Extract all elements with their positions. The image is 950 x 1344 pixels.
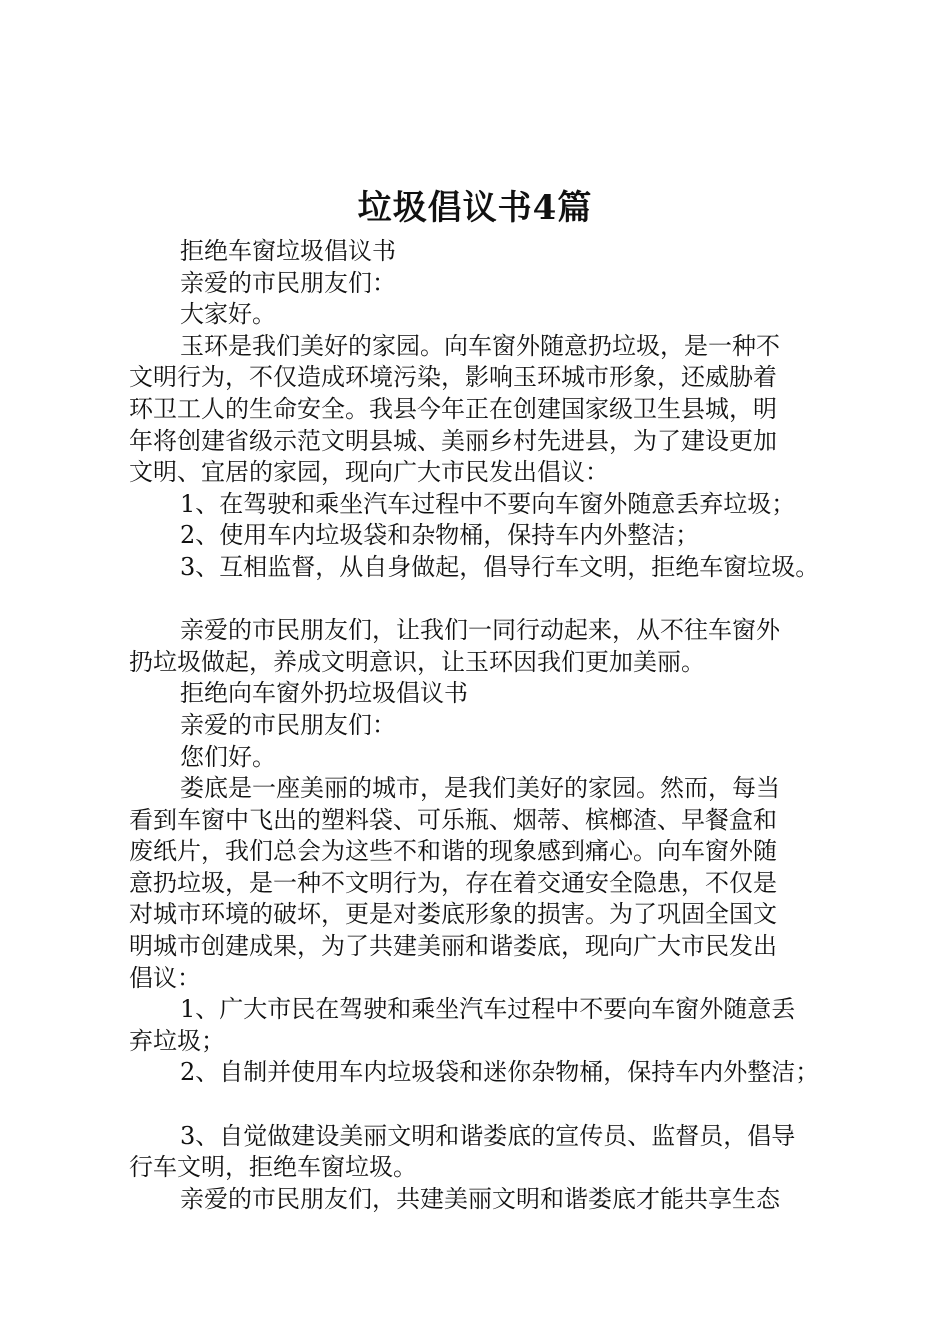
- text-line: 意扔垃圾，是一种不文明行为，存在着交通安全隐患，不仅是: [129, 868, 777, 897]
- blank-line: [129, 584, 849, 616]
- text-line: 3、互相监督，从自身做起，倡导行车文明，拒绝车窗垃圾。: [180, 552, 820, 581]
- blank-line: [129, 1089, 849, 1121]
- text-line: 年将创建省级示范文明县城、美丽乡村先进县，为了建设更加: [129, 426, 777, 455]
- text-line: 对城市环境的破坏，更是对娄底形象的损害。为了巩固全国文: [129, 900, 777, 929]
- text-line: 1、广大市民在驾驶和乘坐汽车过程中不要向车窗外随意丢: [180, 995, 796, 1024]
- text-line: 亲爱的市民朋友们：: [180, 710, 396, 739]
- text-line: 您们好。: [180, 742, 276, 771]
- text-line: 大家好。: [180, 300, 276, 329]
- text-line: 亲爱的市民朋友们，共建美丽文明和谐娄底才能共享生态: [180, 1184, 780, 1213]
- text-line: 娄底是一座美丽的城市，是我们美好的家园。然而，每当: [180, 774, 780, 803]
- text-line: 2、自制并使用车内垃圾袋和迷你杂物桶，保持车内外整洁；: [180, 1058, 820, 1087]
- text-line: 3、自觉做建设美丽文明和谐娄底的宣传员、监督员，倡导: [180, 1121, 796, 1150]
- document-title: 垃圾倡议书4篇: [357, 188, 593, 228]
- text-line: 拒绝向车窗外扔垃圾倡议书: [180, 679, 468, 708]
- document-body: [129, 236, 849, 1215]
- text-line: 看到车窗中飞出的塑料袋、可乐瓶、烟蒂、槟榔渣、早餐盒和: [129, 805, 777, 834]
- text-line: 2、使用车内垃圾袋和杂物桶，保持车内外整洁；: [180, 521, 700, 550]
- text-line: 玉环是我们美好的家园。向车窗外随意扔垃圾，是一种不: [180, 331, 780, 360]
- text-line: 废纸片，我们总会为这些不和谐的现象感到痛心。向车窗外随: [129, 837, 777, 866]
- text-line: 亲爱的市民朋友们，让我们一同行动起来，从不往车窗外: [180, 616, 780, 645]
- text-line: 拒绝车窗垃圾倡议书: [180, 237, 396, 265]
- text-line: 亲爱的市民朋友们：: [180, 268, 396, 297]
- text-line: 扔垃圾做起，养成文明意识，让玉环因我们更加美丽。: [129, 647, 705, 676]
- text-line: 倡议：: [129, 963, 201, 992]
- text-line: 弃垃圾；: [129, 1026, 225, 1055]
- text-line: 明城市创建成果，为了共建美丽和谐娄底，现向广大市民发出: [129, 932, 777, 961]
- text-line: 文明、宜居的家园，现向广大市民发出倡议：: [129, 458, 609, 487]
- text-line: 环卫工人的生命安全。我县今年正在创建国家级卫生县城，明: [129, 394, 777, 423]
- text-line: 行车文明，拒绝车窗垃圾。: [129, 1153, 417, 1182]
- text-line: 文明行为，不仅造成环境污染，影响玉环城市形象，还威胁着: [129, 363, 777, 392]
- text-line: 1、在驾驶和乘坐汽车过程中不要向车窗外随意丢弃垃圾；: [180, 489, 796, 518]
